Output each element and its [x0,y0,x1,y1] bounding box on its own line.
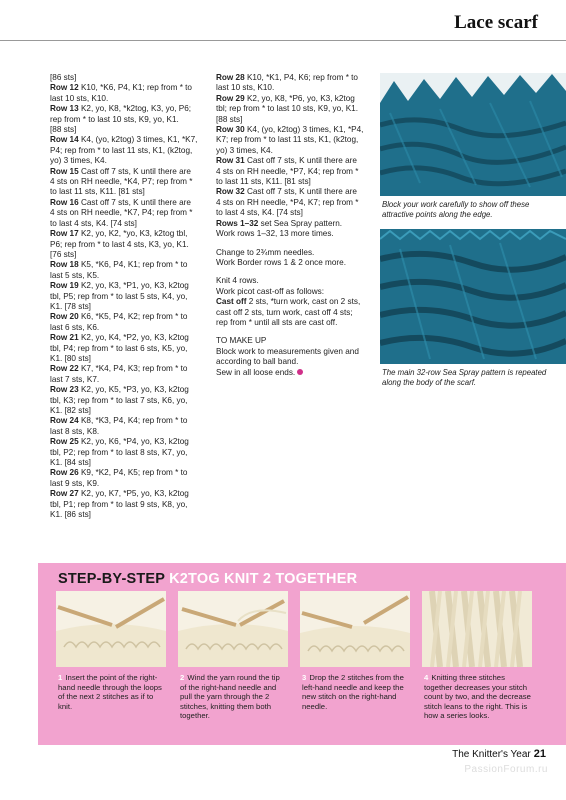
watermark: PassionForum.ru [464,764,548,775]
row-instruction: yo) 3 times, K4. [216,145,273,155]
row-instruction: Cast off 7 sts, K until there are [78,166,191,176]
pattern-line [216,135,374,145]
row-instruction: K10, *K1, P4, K6; rep from * to [244,73,358,82]
line-gap [216,328,374,336]
pattern-line [50,458,204,468]
row-label: Row 28 [216,73,245,82]
pattern-line [50,208,204,218]
pattern-line [216,115,374,125]
page-footer: The Knitter's Year 21 [452,748,546,760]
row-instruction: K10, *K6, P4, K1; rep from * to [78,83,192,93]
pattern-line [50,406,204,416]
row-instruction: K7; rep from * to last 11 sts, K1, (k2tog, [216,135,359,145]
row-instruction: K2, yo, K8, *k2tog, K3, yo, P6; [78,104,192,114]
row-label: Row 24 [50,416,79,426]
pattern-line [50,375,204,385]
row-label: Row 30 [216,125,245,135]
row-label: Row 14 [50,135,79,145]
row-instruction: last 9 sts, K9. [50,478,100,488]
row-instruction: Cast off 7 sts, K until there are [78,197,191,207]
row-instruction: tbl; rep from * to last 10 sts, K9, yo, K1. [216,104,358,114]
row-label: Row 25 [50,437,79,447]
pattern-line [216,167,374,177]
pattern-line [50,302,204,312]
row-instruction: K1. [80 sts] [50,353,91,363]
row-label: Row 32 [216,187,245,197]
row-instruction: TO MAKE UP [216,336,267,346]
row-label: Row 27 [50,489,79,499]
pattern-line [50,260,204,270]
row-label: Row 31 [216,156,245,166]
row-instruction: tbl, K3; rep from * to last 7 sts, K6, yo, [50,395,188,405]
step-photo-4 [422,591,532,667]
pattern-line [50,323,204,333]
row-instruction: tbl, P1; rep from * to last 9 sts, K8, yo, [50,499,188,509]
row-instruction: 4 sts on RH needle, *K4, P7; rep from * [50,177,193,187]
row-label: Row 12 [50,83,79,93]
row-instruction: K7, *K4, P4, K3; rep from * to [78,364,188,374]
row-instruction: last 6 sts, K6. [50,322,100,332]
pattern-line [50,156,204,166]
row-label: Row 19 [50,281,79,291]
step-text-1: 1 Insert the point of the right-hand needle through the loops of the next 2 stitches as if to knit. [58,673,162,711]
pattern-line [216,125,374,135]
line-gap [216,240,374,248]
pattern-line [216,177,374,187]
row-label: Row 20 [50,312,79,322]
sea-spray-pattern-photo [380,229,566,364]
row-label: Row 22 [50,364,79,374]
header-title: Lace scarf [454,12,538,33]
row-instruction: K1. [84 sts] [50,458,91,468]
pattern-line [50,240,204,250]
pattern-line [50,489,204,499]
pattern-line [50,281,204,291]
pattern-column-1 [50,73,204,520]
row-instruction: last 10 sts, K10. [216,83,275,93]
pattern-line [50,271,204,281]
row-instruction: Cast off 7 sts, K until there are [244,187,357,197]
pattern-line [50,468,204,478]
row-instruction: K5, *K6, P4, K1; rep from * to [78,260,188,270]
pattern-line [50,146,204,156]
step-by-step-panel [38,563,566,745]
pattern-line [50,104,204,114]
row-instruction: Work rows 1–32, 13 more times. [216,229,334,239]
pattern-line [50,448,204,458]
row-label: Rows 1–32 [216,218,259,228]
pattern-line [216,83,374,93]
pattern-line [50,167,204,177]
row-instruction: K4, (yo, k2tog) 3 times, K1, *P4, [244,125,364,135]
pattern-line [50,219,204,229]
pattern-line [50,437,204,447]
row-instruction: Change to 2¾mm needles. [216,247,315,257]
row-instruction: K6, *K5, P4, K2; rep from * to [78,312,188,322]
pattern-line [50,427,204,437]
row-instruction: according to ball band. [216,357,299,367]
line-gap [216,268,374,276]
row-instruction: K2, yo, K4, *P2, yo, K3, k2tog [78,333,189,343]
panel-title: STEP-BY-STEP K2TOG KNIT 2 TOGETHER [58,571,358,587]
pattern-line [216,73,374,83]
row-instruction: Work Border rows 1 & 2 once more. [216,257,346,267]
row-instruction: cast off 2 sts, turn work, cast off 4 sts; [216,307,353,317]
row-instruction: yo) 3 times, K4. [50,156,107,166]
row-instruction: K2, yo, K7, *P5, yo, K3, k2tog [78,489,189,499]
pattern-line [50,83,204,93]
photo-caption-2: The main 32-row Sea Spray pattern is repeated along the body of the scarf. [382,368,547,387]
row-label: Row 17 [50,229,79,239]
row-label: Cast off [216,297,247,307]
pattern-line [50,94,204,104]
row-instruction: K1. [86 sts] [50,510,91,520]
pattern-line [216,258,374,268]
pattern-line [216,208,374,218]
scarf-edge-photo [380,73,566,196]
row-instruction: to last 4 sts, K4. [74 sts] [216,208,303,218]
pattern-line [50,479,204,489]
pattern-line [216,287,374,297]
pattern-line [50,312,204,322]
step-photo-2 [178,591,288,667]
pattern-line [216,146,374,156]
row-instruction: to last 11 sts, K11. [81 sts] [216,177,311,187]
pattern-line [216,187,374,197]
row-label: Row 29 [216,93,245,103]
pattern-line [216,276,374,286]
pattern-line [50,364,204,374]
row-instruction: set Sea Spray pattern. [258,218,343,228]
row-instruction: tbl, P5; rep from * to last 5 sts, K4, yo, [50,291,188,301]
pattern-line [50,354,204,364]
row-instruction: K2, yo, K6, *P4, yo, K3, k2tog [78,437,189,447]
pattern-line [50,333,204,343]
row-instruction: last 8 sts, K8. [50,426,100,436]
row-instruction: K2, yo, K2, *yo, K3, k2tog tbl, [78,229,188,239]
row-instruction: Knit 4 rows. [216,276,259,286]
pattern-line [50,416,204,426]
row-instruction: K9, *K2, P4, K5; rep from * to [78,468,188,478]
row-instruction: tbl, P4; rep from * to last 6 sts, K5, yo, [50,343,188,353]
step-photo-3 [300,591,410,667]
row-instruction: [76 sts] [50,249,77,259]
pattern-line [50,177,204,187]
pattern-line [216,318,374,328]
row-instruction: to last 11 sts, K11. [81 sts] [50,187,145,197]
pattern-line [216,248,374,258]
end-marker-icon [297,369,303,375]
pattern-line [216,229,374,239]
step-text-2: 2 Wind the yarn round the tip of the right-hand needle and pull the yarn through the 2 stitches, knitting them both together. [180,673,280,721]
row-instruction: last 7 sts, K7. [50,374,100,384]
pattern-line [50,250,204,260]
row-instruction: K2, yo, K5, *P3, yo, K3, k2tog [78,385,189,395]
pattern-line [216,297,374,307]
row-instruction: 2 sts, *turn work, cast on 2 sts, [246,297,361,307]
row-instruction: K8, *K3, P4, K4; rep from * to [78,416,188,426]
pattern-line [216,368,374,378]
row-instruction: P6; rep from * to last 4 sts, K3, yo, K1. [50,239,189,249]
row-instruction: Work picot cast-off as follows: [216,286,324,296]
pattern-line [50,135,204,145]
row-instruction: rep from * until all sts are cast off. [216,317,338,327]
row-instruction: P4; rep from * to last 11 sts, K1, (k2tog, [50,145,193,155]
row-instruction: 4 sts on RH needle, *P7, K4; rep from * [216,166,359,176]
row-label: Row 21 [50,333,79,343]
row-instruction: 4 sts on RH needle, *K7, P4; rep from * [50,208,193,218]
pattern-line [216,104,374,114]
pattern-line [50,344,204,354]
pattern-line [50,73,204,83]
row-label: Row 15 [50,166,79,176]
row-label: Row 23 [50,385,79,395]
row-instruction: K2, yo, K8, *P6, yo, K3, k2tog [244,93,355,103]
pattern-line [50,125,204,135]
row-instruction: Cast off 7 sts, K until there are [244,156,357,166]
pattern-line [216,219,374,229]
photo-caption-1: Block your work carefully to show off these attractive points along the edge. [382,200,530,219]
row-instruction: to last 4 sts, K4. [74 sts] [50,218,137,228]
row-instruction: 4 sts on RH needle, *P4, K7; rep from * [216,197,359,207]
row-instruction: Sew in all loose ends. [216,367,296,377]
pattern-line [216,308,374,318]
header-rule [0,40,566,41]
pattern-line [50,198,204,208]
pattern-line [50,115,204,125]
pattern-line [50,292,204,302]
pattern-line [216,347,374,357]
pattern-line [50,510,204,520]
row-label: Row 16 [50,197,79,207]
row-instruction: rep from * to last 10 sts, K9, yo, K1. [50,114,179,124]
row-label: Row 13 [50,104,79,114]
step-text-4: 4 Knitting three stitches together decreases your stitch count by two, and the decrease stitch leans to the right. This is how a series looks. [424,673,531,721]
row-instruction: last 5 sts, K5. [50,270,100,280]
pattern-line [216,357,374,367]
pattern-line [50,385,204,395]
step-photo-1 [56,591,166,667]
pattern-line [50,396,204,406]
row-instruction: K2, yo, K3, *P1, yo, K3, k2tog [78,281,189,291]
row-instruction: [86 sts] [50,73,77,82]
pattern-line [50,229,204,239]
row-instruction: last 10 sts, K10. [50,93,109,103]
row-instruction: K1. [82 sts] [50,406,91,415]
row-label: Row 18 [50,260,79,270]
row-instruction: tbl, P2; rep from * to last 8 sts, K7, yo, [50,447,188,457]
row-instruction: Block work to measurements given and [216,346,359,356]
pattern-line [216,198,374,208]
row-instruction: [88 sts] [216,114,243,124]
pattern-line [216,94,374,104]
pattern-line [50,500,204,510]
row-instruction: K4, (yo, k2tog) 3 times, K1, *K7, [78,135,198,145]
row-label: Row 26 [50,468,79,478]
row-instruction: K1. [78 sts] [50,301,91,311]
pattern-line [216,156,374,166]
step-text-3: 3 Drop the 2 stitches from the left-hand needle and keep the new stitch on the right-hand needle. [302,673,404,711]
row-instruction: [88 sts] [50,125,77,135]
pattern-line [50,187,204,197]
pattern-column-2 [216,73,374,378]
pattern-line [216,336,374,346]
